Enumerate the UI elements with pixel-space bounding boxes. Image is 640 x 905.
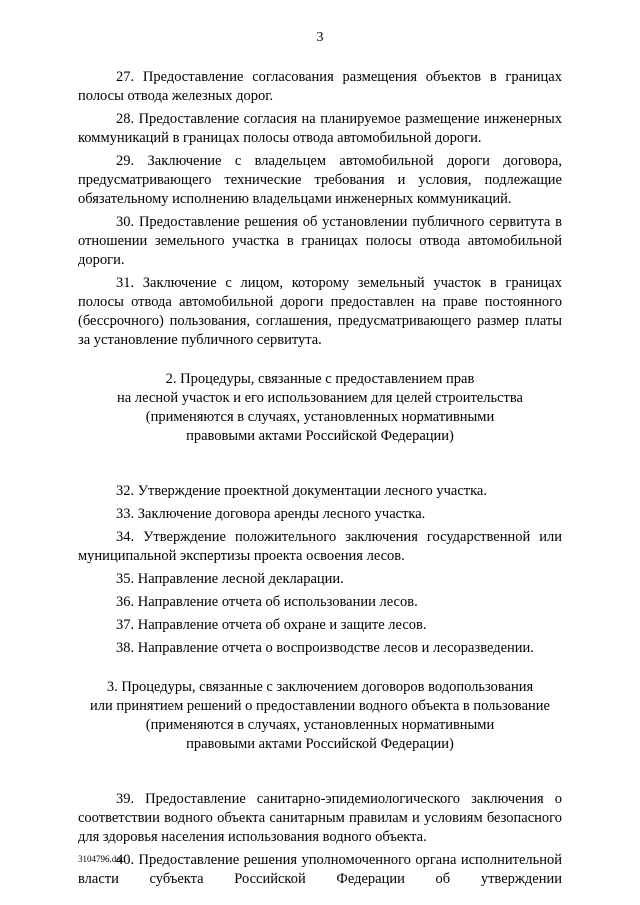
section-2-heading-line: на лесной участок и его использованием для целей строительства xyxy=(117,390,523,406)
list-item-28: 28. Предоставление согласия на планируемое размещение инженерных коммуникаций в границах полосы отвода автомобильной дороги. xyxy=(78,111,562,146)
list-item-40: 40. Предоставление решения уполномоченного органа исполнительной власти субъекта Российской Федерации об утверждении xyxy=(78,852,562,887)
list-item-37: 37. Направление отчета об охране и защите лесов. xyxy=(116,617,427,633)
section-3-heading-line: 3. Процедуры, связанные с заключением договоров водопользования xyxy=(106,679,534,695)
list-item-33: 33. Заключение договора аренды лесного участка. xyxy=(116,506,426,522)
section-3-heading-line: или принятием решений о предоставлении водного объекта в пользование xyxy=(90,698,550,714)
section-2-heading xyxy=(78,370,562,446)
document-body xyxy=(78,68,562,893)
list-item-35: 35. Направление лесной декларации. xyxy=(116,571,344,587)
section-3-heading-line: (применяются в случаях, установленных нормативными xyxy=(145,717,495,733)
section-2-heading-line: правовыми актами Российской Федерации) xyxy=(186,428,454,444)
section-2-heading-line: (применяются в случаях, установленных нормативными xyxy=(145,409,495,425)
list-item-29: 29. Заключение с владельцем автомобильной дороги договора, предусматривающего технические требования и условия, подлежащие обязательному исполнению владельцами инженерных коммуникаций. xyxy=(78,153,562,207)
list-item-38: 38. Направление отчета о воспроизводстве лесов и лесоразведении. xyxy=(116,640,534,656)
list-item-39: 39. Предоставление санитарно-эпидемиологического заключения о соответствии водного объекта санитарным правилам и условиям безопасного для здоровья населения использования водного объекта. xyxy=(78,791,562,845)
list-item-32: 32. Утверждение проектной документации лесного участка. xyxy=(116,483,487,499)
section-3-heading-line: правовыми актами Российской Федерации) xyxy=(186,736,454,752)
section-2-heading-line: 2. Процедуры, связанные с предоставлением прав xyxy=(165,371,475,387)
file-name-footer: 3104796.doc xyxy=(78,854,125,864)
section-3-heading xyxy=(78,678,562,754)
list-item-34: 34. Утверждение положительного заключения государственной или муниципальной экспертизы проекта освоения лесов. xyxy=(78,529,562,564)
list-item-27: 27. Предоставление согласования размещения объектов в границах полосы отвода железных дорог. xyxy=(78,69,562,104)
page-number: 3 xyxy=(316,30,324,45)
list-item-30: 30. Предоставление решения об установлении публичного сервитута в отношении земельного участка в границах полосы отвода автомобильной дороги. xyxy=(78,214,562,268)
list-item-31: 31. Заключение с лицом, которому земельный участок в границах полосы отвода автомобильной дороги предоставлен на праве постоянного (бессрочного) пользования, соглашения, предусматривающего размер платы за установление публичного сервитута. xyxy=(78,275,562,348)
list-item-36: 36. Направление отчета об использовании лесов. xyxy=(116,594,418,610)
